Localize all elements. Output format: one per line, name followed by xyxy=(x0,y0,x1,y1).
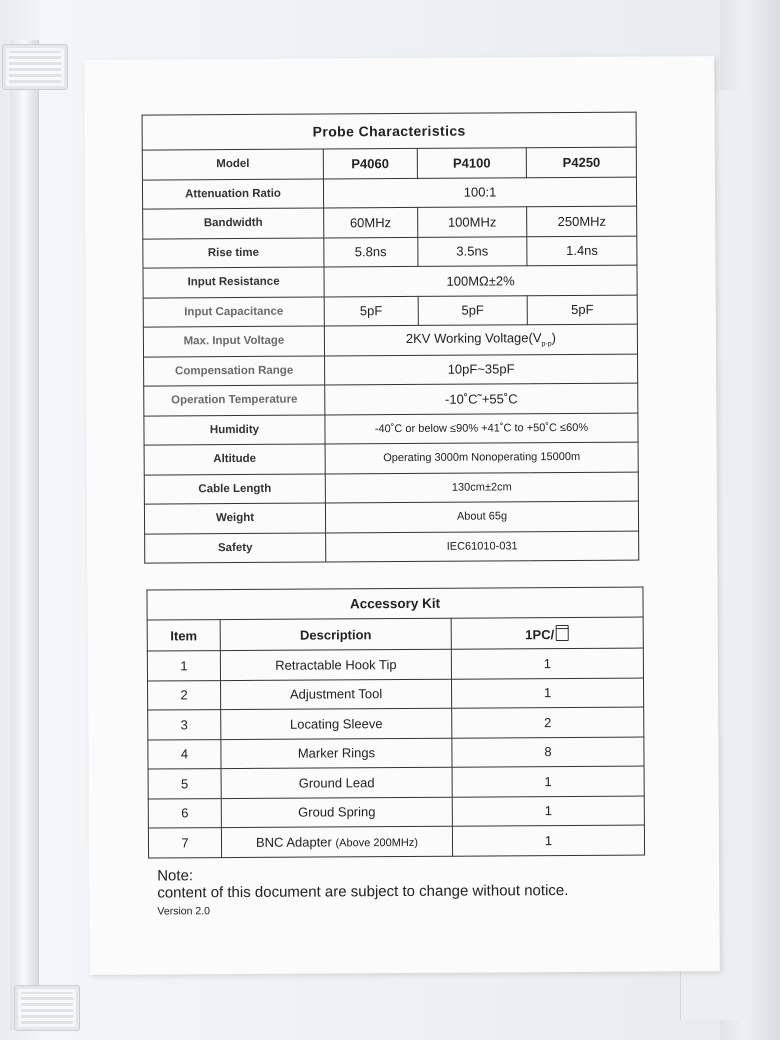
weight-value: About 65g xyxy=(325,501,638,532)
row-label-humidity: Humidity xyxy=(144,414,325,445)
row-label-input-resistance: Input Resistance xyxy=(143,267,324,298)
table-row xyxy=(148,737,644,770)
table-row xyxy=(148,766,644,799)
zip-slider-bottom xyxy=(14,985,80,1031)
row-description: Groud Spring xyxy=(221,797,452,828)
row-label-weight: Weight xyxy=(144,503,325,534)
row-label-rise-time: Rise time xyxy=(143,237,324,268)
accessory-kit-title: Accessory Kit xyxy=(147,587,643,620)
spec-sheet xyxy=(84,56,720,975)
row-label-altitude: Altitude xyxy=(144,444,325,475)
max-input-voltage-text: 2KV Working Voltage(V xyxy=(405,330,542,347)
row-quantity: 1 xyxy=(452,825,644,856)
row-quantity: 1 xyxy=(451,678,643,709)
header-description: Description xyxy=(220,618,451,650)
bandwidth-p4250: 250MHz xyxy=(527,206,637,236)
note-label: Note: xyxy=(157,867,194,885)
row-label-bandwidth: Bandwidth xyxy=(143,208,324,239)
attenuation-value: 100:1 xyxy=(323,177,636,208)
max-input-voltage-value xyxy=(324,324,637,355)
header-item: Item xyxy=(147,620,220,651)
input-capacitance-p4250: 5pF xyxy=(527,295,637,325)
row-item: 1 xyxy=(147,651,220,681)
table-row xyxy=(147,648,643,681)
package-box-icon xyxy=(556,624,569,640)
table-row xyxy=(148,707,644,740)
row-quantity: 1 xyxy=(452,766,644,797)
bandwidth-p4100: 100MHz xyxy=(417,207,527,237)
compensation-range-value: 10pF~35pF xyxy=(325,354,638,385)
row-quantity: 2 xyxy=(452,707,644,738)
max-input-voltage-suffix: ) xyxy=(551,330,557,346)
row-item: 3 xyxy=(148,710,221,740)
row-label-safety: Safety xyxy=(145,532,326,563)
zip-slider-top xyxy=(2,44,68,90)
row-description-note: (Above 200MHz) xyxy=(335,836,419,850)
note-text: content of this document are subject to change without notice. xyxy=(157,881,569,902)
row-item: 2 xyxy=(148,680,221,710)
header-quantity-label: 1PC/ xyxy=(525,626,555,642)
table-row xyxy=(148,678,644,711)
table-title: Probe Characteristics xyxy=(142,112,636,150)
humidity-value: -40˚C or below ≤90% +41˚C to +50˚C ≤60% xyxy=(325,413,638,444)
zip-rail xyxy=(10,40,39,1030)
rise-time-p4100: 3.5ns xyxy=(417,236,527,266)
input-resistance-value: 100MΩ±2% xyxy=(324,265,637,296)
rise-time-p4250: 1.4ns xyxy=(527,236,637,266)
version-label: Version 2.0 xyxy=(157,905,210,918)
row-item: 6 xyxy=(148,798,221,828)
row-description xyxy=(221,826,452,857)
altitude-value: Operating 3000m Nonoperating 15000m xyxy=(325,442,638,473)
row-quantity: 8 xyxy=(452,737,644,768)
row-item: 5 xyxy=(148,769,221,799)
input-capacitance-p4100: 5pF xyxy=(418,295,528,325)
row-description-text: BNC Adapter xyxy=(255,834,332,850)
bandwidth-p4060: 60MHz xyxy=(324,207,418,237)
note-block xyxy=(157,865,568,918)
model-p4250: P4250 xyxy=(526,147,636,177)
operation-temperature-value: -10˚C˜+55˚C xyxy=(325,383,638,414)
accessory-kit-table xyxy=(146,587,645,859)
safety-value: IEC61010-031 xyxy=(326,531,639,562)
row-quantity: 1 xyxy=(452,796,644,827)
cable-length-value: 130cm±2cm xyxy=(325,472,638,503)
model-p4100: P4100 xyxy=(417,148,527,178)
row-quantity: 1 xyxy=(451,648,643,679)
row-description: Ground Lead xyxy=(221,767,452,798)
model-p4060: P4060 xyxy=(323,148,417,178)
max-input-voltage-subscript: p-p xyxy=(541,341,552,349)
header-quantity xyxy=(451,617,643,649)
rise-time-p4060: 5.8ns xyxy=(324,237,418,267)
row-label-cable-length: Cable Length xyxy=(144,473,325,504)
input-capacitance-p4060: 5pF xyxy=(324,296,418,326)
row-description: Marker Rings xyxy=(221,738,452,769)
row-label-input-capacitance: Input Capacitance xyxy=(143,296,324,327)
row-label-max-input-voltage: Max. Input Voltage xyxy=(143,326,324,357)
row-description: Locating Sleeve xyxy=(221,708,452,739)
table-row xyxy=(148,796,644,829)
row-item: 7 xyxy=(148,828,221,858)
row-label-model: Model xyxy=(142,149,323,180)
row-description: Adjustment Tool xyxy=(221,679,452,710)
row-label-operation-temperature: Operation Temperature xyxy=(144,385,325,416)
row-item: 4 xyxy=(148,739,221,769)
table-row xyxy=(148,825,644,858)
probe-characteristics-table xyxy=(142,112,640,564)
row-description: Retractable Hook Tip xyxy=(220,649,451,680)
row-label-attenuation: Attenuation Ratio xyxy=(142,178,323,209)
row-label-compensation-range: Compensation Range xyxy=(144,355,325,386)
